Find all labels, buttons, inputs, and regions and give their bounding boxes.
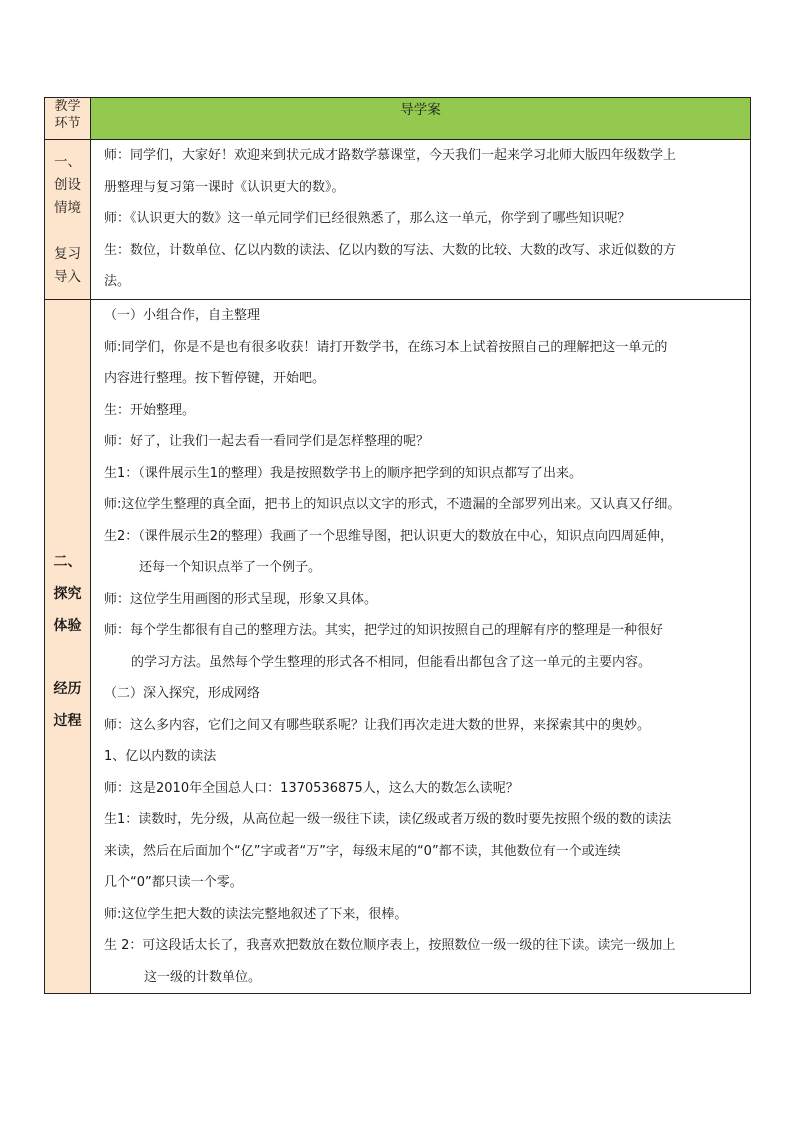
section2-label-4: 过程 xyxy=(53,713,82,729)
section2-label-cell xyxy=(45,300,91,994)
header-left-cell xyxy=(45,98,91,140)
section2-line: 1、亿以内数的读法 xyxy=(104,749,217,764)
section2-line: 内容进行整理。按下暂停键，开始吧。 xyxy=(104,371,326,386)
section2-line: 生1：（课件展示生1的整理）我是按照数学书上的顺序把学到的知识点都写了出来。 xyxy=(104,465,583,481)
section2-line: 师：这是2010年全国总人口：1370536875人，这么大的数怎么读呢？ xyxy=(104,780,519,796)
section2-line: 师：这么多内容，它们之间又有哪些联系呢？让我们再次走进大数的世界，来探索其中的奥妙。 xyxy=(104,717,651,733)
section2-label-1: 探究 xyxy=(53,586,82,602)
section2-line: 师：这位学生用画图的形式呈现，形象又具体。 xyxy=(104,591,378,607)
section1-label-4: 导入 xyxy=(54,269,81,285)
section2-label-3: 经历 xyxy=(53,681,82,697)
section2-line: 生1：读数时，先分级，从高位起一级一级往下读，读亿级或者万级的数时要先按照个级的数的读法 xyxy=(104,812,672,827)
section1-label-2: 情境 xyxy=(54,200,81,216)
section1-content-cell xyxy=(91,140,751,300)
section2-line: 师：好了，让我们一起去看一看同学们是怎样整理的呢？ xyxy=(104,434,430,449)
section2-line: 师：每个学生都很有自己的整理方法。其实，把学过的知识按照自己的理解有序的整理是一种很好 xyxy=(104,623,664,638)
section2-line: （二）深入探究，形成网络 xyxy=(104,686,261,701)
section2-line: 师:这位学生整理的真全面，把书上的知识点以文字的形式，不遗漏的全部罗列出来。又认真又仔细。 xyxy=(104,497,681,512)
section2-content-cell xyxy=(91,300,751,994)
section1-line: 生：数位，计数单位、亿以内数的读法、亿以内数的写法、大数的比较、大数的改写、求近似数的方 xyxy=(104,242,677,258)
section2-line: 生 2：可这段话太长了，我喜欢把数放在数位顺序表上，按照数位一级一级的往下读。读完一级加上 xyxy=(104,938,676,953)
section2-line: 来读，然后在后面加个“亿”字或者“万”字，每级末尾的“0”都不读，其他数位有一个或连续 xyxy=(104,843,621,859)
section1-line: 册整理与复习第一课时《认识更大的数》。 xyxy=(104,179,345,195)
section1-label-1: 创设 xyxy=(54,177,81,193)
lesson-plan-table xyxy=(44,97,751,994)
header-right-title: 导学案 xyxy=(400,102,441,118)
section2-line: 这一级的计数单位。 xyxy=(144,969,262,985)
section2-line: 还每一个知识点举了一个例子。 xyxy=(139,560,322,575)
section1-label-3: 复习 xyxy=(54,246,81,262)
header-left-label: 教学环节 xyxy=(54,99,81,131)
section2-line: 的学习方法。虽然每个学生整理的形式各不相同，但能看出都包含了这一单元的主要内容。 xyxy=(131,654,652,670)
section1-line: 师：《认识更大的数》这一单元同学们已经很熟悉了，那么这一单元，你学到了哪些知识呢？ xyxy=(104,211,631,226)
header-right-cell xyxy=(91,98,751,140)
section1-line: 师：同学们，大家好！欢迎来到状元成才路数学慕课堂，今天我们一起来学习北师大版四年级数学上 xyxy=(104,148,677,163)
section2-label-0: 二、 xyxy=(53,554,82,570)
section2-line: 师:同学们，你是不是也有很多收获！请打开数学书，在练习本上试着按照自己的理解把这一单元的 xyxy=(104,339,668,355)
section1-label-cell xyxy=(45,140,91,300)
section1-row xyxy=(45,140,751,300)
section2-line: 几个“0”都只读一个零。 xyxy=(104,875,243,890)
section2-line: 生：开始整理。 xyxy=(104,402,196,418)
section2-line: （一）小组合作，自主整理 xyxy=(104,308,261,323)
section1-line: 法。 xyxy=(104,274,131,289)
section2-label-2: 体验 xyxy=(53,618,82,634)
section2-line: 师:这位学生把大数的读法完整地叙述了下来，很棒。 xyxy=(104,906,408,922)
section1-label-0: 一、 xyxy=(54,154,81,170)
section2-line: 生2：（课件展示生2的整理）我画了一个思维导图，把认识更大的数放在中心，知识点向四周延伸， xyxy=(104,528,674,544)
header-row xyxy=(45,98,751,140)
section2-row xyxy=(45,300,751,994)
